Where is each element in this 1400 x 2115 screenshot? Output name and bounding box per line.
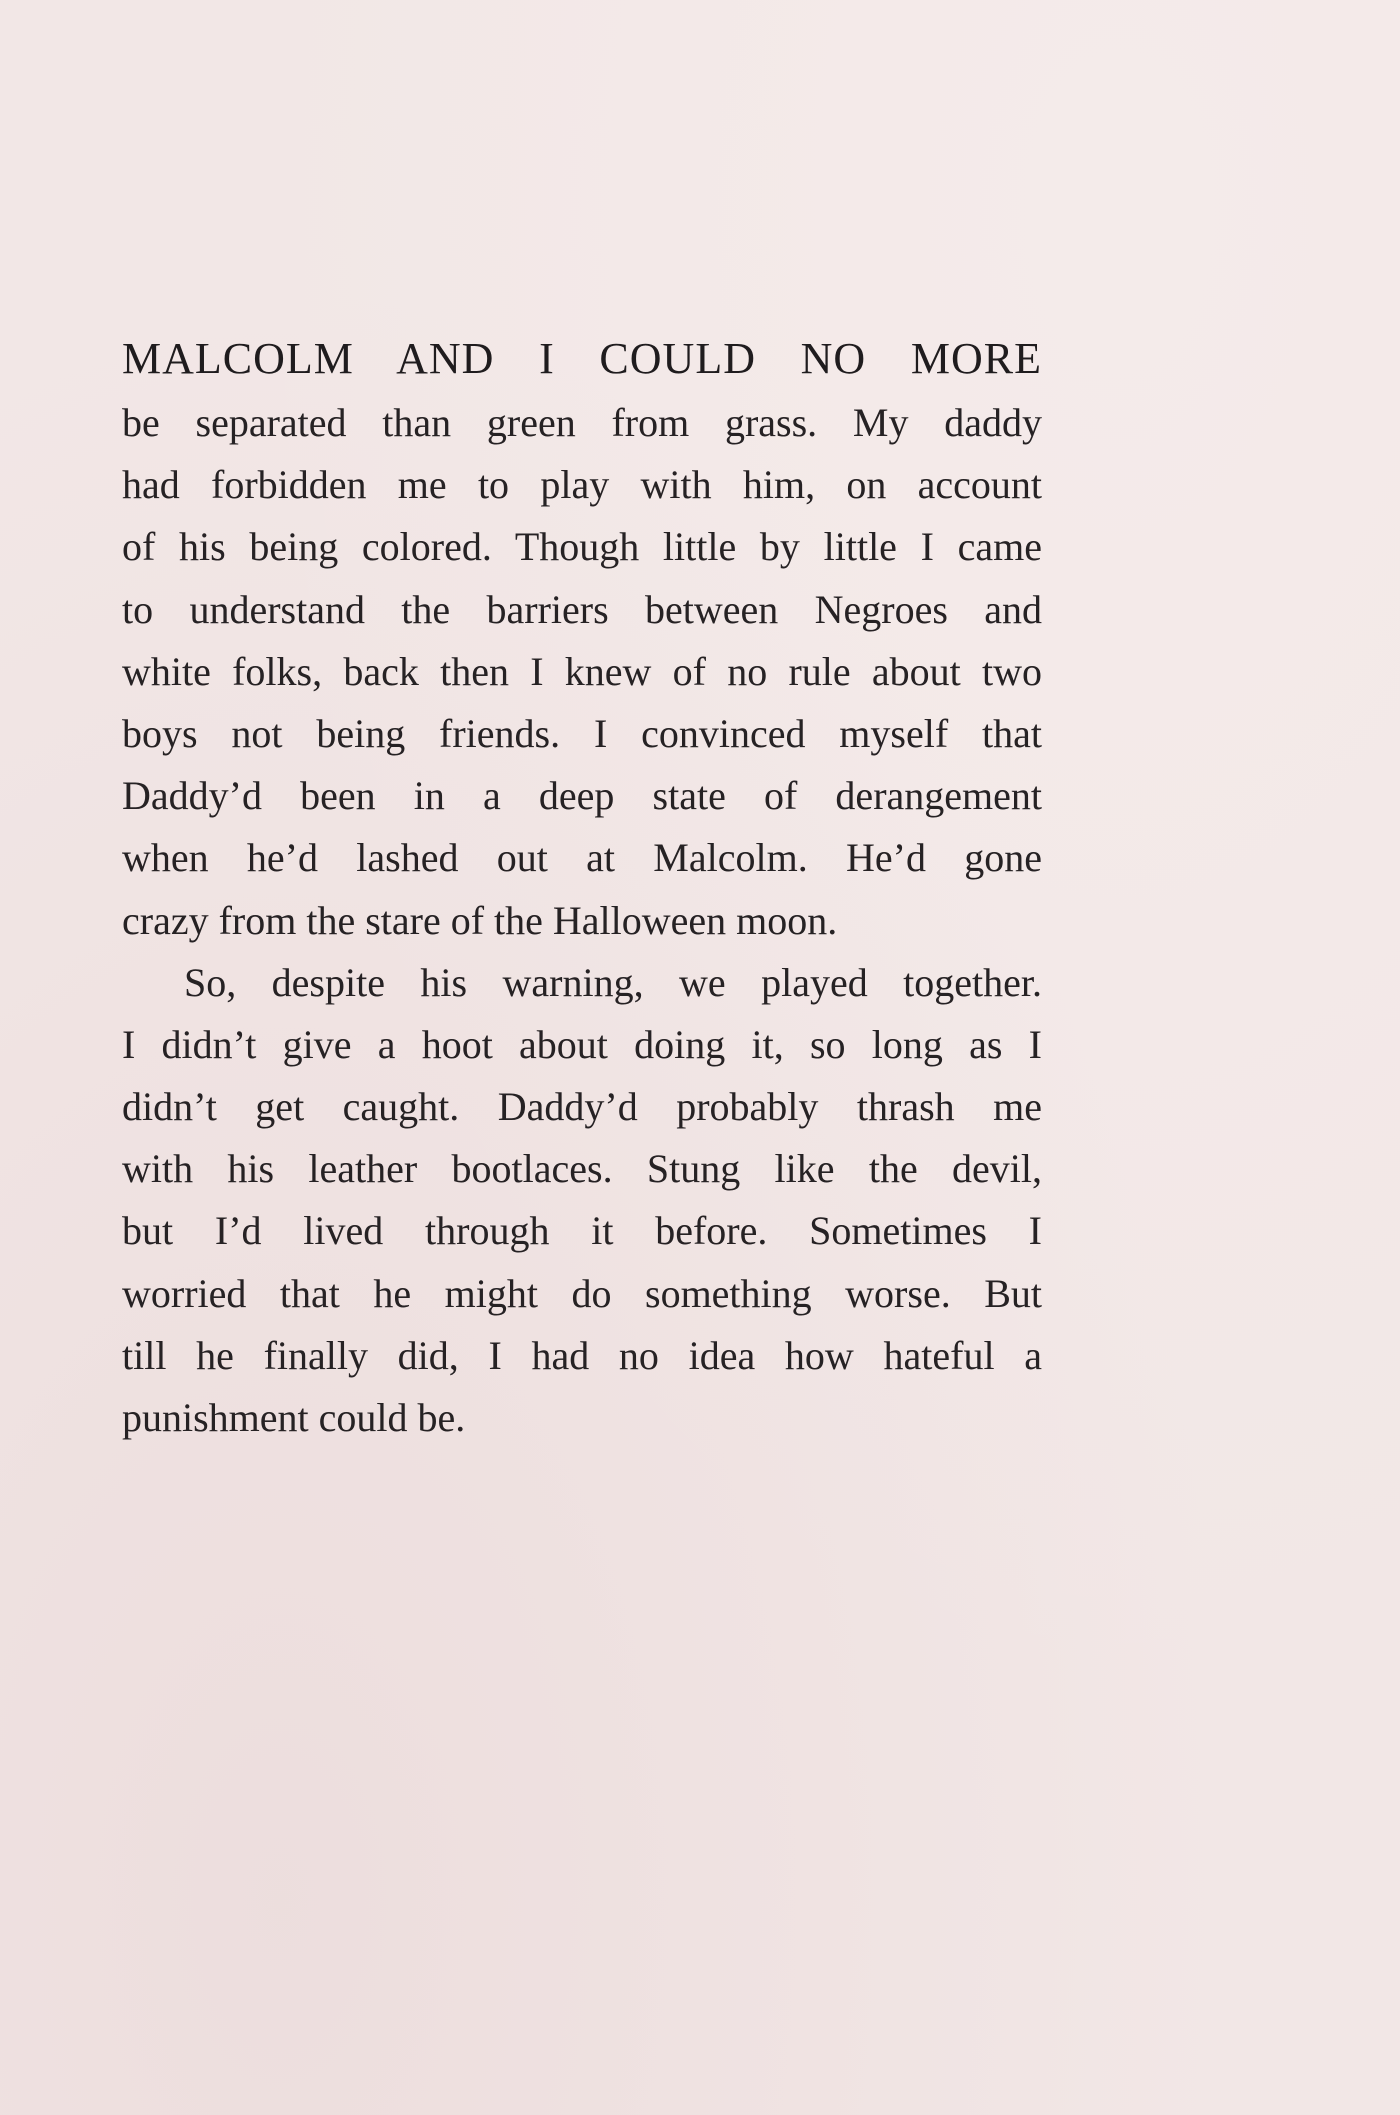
chapter-opening-caps: MALCOLM AND I COULD NO MORE [122, 334, 1042, 383]
text-line: be separated than green from grass. My daddy [122, 400, 1042, 445]
text-line: till he finally did, I had no idea how hateful a [122, 1332, 1042, 1378]
text-block [122, 330, 1042, 1449]
paragraph-2 [122, 952, 1042, 1450]
text-line: I didn’t give a hoot about doing it, so long as I [122, 1021, 1042, 1067]
text-line: had forbidden me to play with him, on account [122, 462, 1042, 508]
text-line: So, despite his warning, we played together. [184, 959, 1042, 1005]
text-line: boys not being friends. I convinced myself that [122, 710, 1042, 756]
text-line: punishment could be. [122, 1395, 466, 1440]
text-line: crazy from the stare of the Halloween moon. [122, 897, 838, 943]
text-line: white folks, back then I knew of no rule about two [122, 648, 1042, 694]
text-line: didn’t get caught. Daddy’d probably thrash me [122, 1084, 1042, 1130]
text-line: to understand the barriers between Negroes and [122, 586, 1042, 632]
text-line: with his leather bootlaces. Stung like the devil, [122, 1146, 1042, 1192]
text-line: Daddy’d been in a deep state of derangement [122, 773, 1042, 819]
text-line: but I’d lived through it before. Sometimes I [122, 1208, 1042, 1254]
text-line: worried that he might do something worse. But [122, 1270, 1042, 1316]
text-line: when he’d lashed out at Malcolm. He’d gone [122, 835, 1042, 881]
paragraph-1 [122, 392, 1042, 952]
text-line: of his being colored. Though little by little I came [122, 524, 1042, 570]
